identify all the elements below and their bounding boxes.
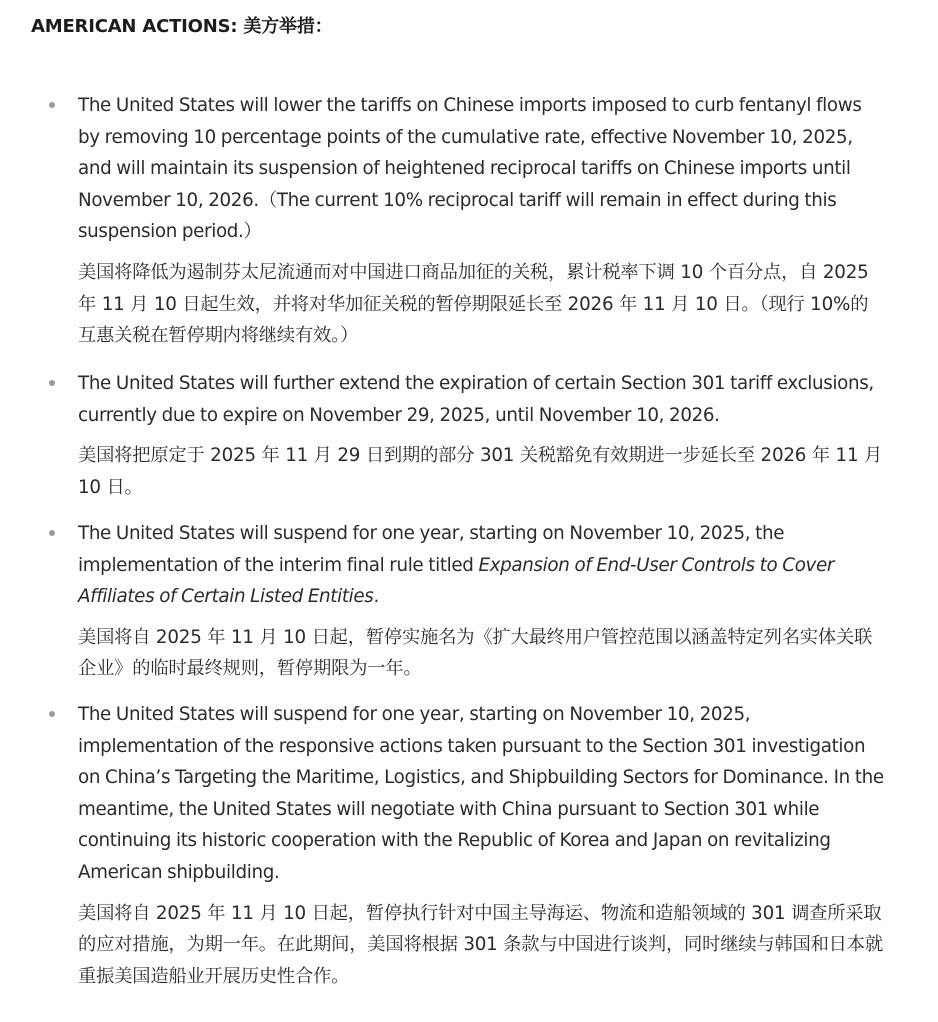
list-item	[31, 368, 891, 503]
section-heading	[31, 14, 908, 40]
item-text-en-after: .	[373, 586, 379, 608]
item-text-zh: 美国将自 2025 年 11 月 10 日起，暂停实施名为《扩大最终用户管控范围以涵盖特定列名实体关联企业》的临时最终规则，暂停期限为一年。	[78, 626, 873, 680]
item-text-en: The United States will further extend the expiration of certain Section 301 tariff exclusions, currently due to expire on November 29, 2025, until November 10, 2026.	[78, 373, 874, 426]
item-text-zh: 美国将降低为遏制芬太尼流通而对中国进口商品加征的关税，累计税率下调 10 个百分点，自 2025 年 11 月 10 日起生效，并将对华加征关税的暂停期限延长至 2026 年 11 月 10 日。（现行 10%的互惠关税在暂停期内将继续有效。）	[78, 261, 869, 347]
item-text-en: The United States will suspend for one year, starting on November 10, 2025, implementation of the responsive actions taken pursuant to the Section 301 investigation on China’s Targeting the Maritime, Logistics, and Shipbuilding Sectors for Dominance. In the meantime, the United States will negotiate with China pursuant to Section 301 while continuing its historic cooperation with the Republic of Korea and Japan on revitalizing American shipbuilding.	[78, 704, 884, 883]
item-text-en: The United States will lower the tariffs on Chinese imports imposed to curb fentanyl flows by removing 10 percentage points of the cumulative rate, effective November 10, 2025, and will maintain its suspension of heightened reciprocal tariffs on Chinese imports until November 10, 2026.（The current 10% reciprocal tariff will remain in effect during this suspension period.）	[78, 95, 862, 243]
list-item	[31, 518, 891, 685]
item-text-en-before: The United States will suspend for one year, starting on November 10, 2025, the implementation of the interim final rule titled	[78, 523, 785, 576]
list-item	[31, 90, 891, 352]
item-text-zh: 美国将自 2025 年 11 月 10 日起，暂停执行针对中国主导海运、物流和造船领域的 301 调查所采取的应对措施，为期一年。在此期间，美国将根据 301 条款与中国进行谈判，同时继续与韩国和日本就重振美国造船业开展历史性合作。	[78, 902, 883, 987]
bullet-icon	[49, 102, 55, 108]
list-item	[31, 699, 891, 992]
rule-title: Expansion of End-User Controls to Cover Affiliates of Certain Listed Entities	[78, 554, 835, 608]
item-text-en	[78, 518, 886, 613]
item-text-zh: 美国将把原定于 2025 年 11 月 29 日到期的部分 301 关税豁免有效期进一步延长至 2026 年 11 月 10 日。	[78, 445, 883, 498]
section-heading-zh: 美方举措：	[243, 16, 333, 37]
section-heading-en: AMERICAN ACTIONS:	[31, 16, 238, 37]
bullet-icon	[49, 380, 55, 386]
bullet-icon	[49, 711, 55, 717]
bullet-icon	[49, 530, 55, 536]
